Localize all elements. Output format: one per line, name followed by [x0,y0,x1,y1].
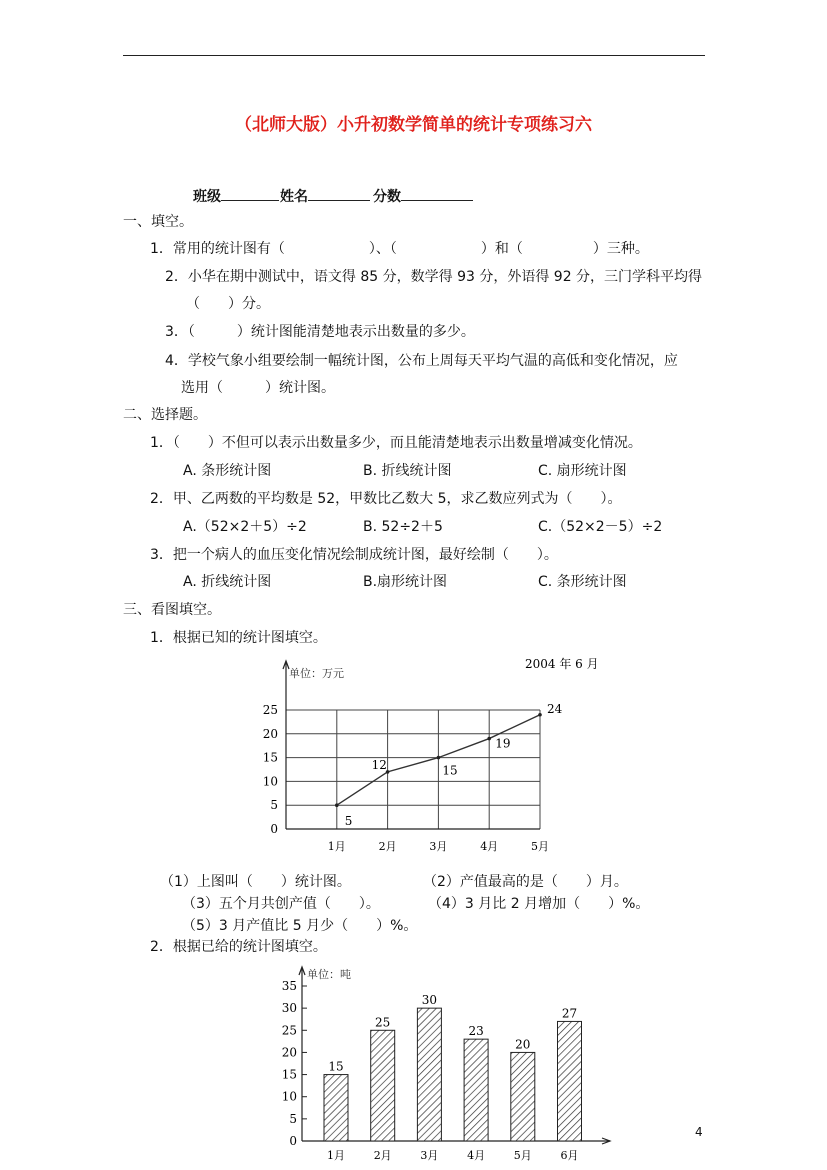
score-blank[interactable] [401,186,473,201]
section1-q2-line1: 2．小华在期中测试中，语文得 85 分，数学得 93 分，外语得 92 分，三门学科平均得 [165,269,703,285]
bar-chart-data-label-5: 27 [561,1006,578,1021]
line-chart-data-label-2: 15 [442,763,458,778]
class-field [193,186,279,206]
line-chart-xtick-3: 4月 [480,840,499,853]
section2-q2: 2．甲、乙两数的平均数是 52，甲数比乙数大 5，求乙数应列式为（ ）。 [150,491,622,507]
section3-q1-sub5: （5）3 月产值比 5 月少（ ）%。 [182,918,418,934]
section2-q3-option-a[interactable]: A. 折线统计图 [183,574,272,590]
section2-q1-option-a[interactable]: A. 条形统计图 [183,463,272,479]
section3-heading: 三、看图填空。 [123,602,221,618]
line-chart [255,655,615,860]
score-label: 分数 [373,189,401,205]
line-chart-ytick-1: 5 [270,798,278,813]
bar-chart-data-label-3: 23 [468,1024,484,1039]
bar-chart-ytick-3: 15 [281,1067,297,1082]
bar-chart-xtick-3: 4月 [467,1149,486,1162]
section2-q2-option-a[interactable]: A.（52×2＋5）÷2 [183,519,307,535]
header-rule [123,55,705,56]
line-chart-xtick-4: 5月 [531,840,549,853]
line-chart-ytick-0: 0 [270,822,278,836]
section1-q4-line2: 选用（ ）统计图。 [181,380,335,396]
line-chart-data-label-3: 19 [495,736,511,751]
section1-heading: 一、填空。 [123,214,193,230]
section2-q1-option-b[interactable]: B. 折线统计图 [363,463,452,479]
line-chart-ytick-2: 10 [262,774,278,789]
name-field [280,186,370,206]
line-chart-point-4 [538,713,542,717]
line-chart-xtick-1: 2月 [378,840,397,853]
section2-q3-option-b[interactable]: B.扇形统计图 [363,574,448,590]
name-blank[interactable] [308,186,370,201]
line-chart-data-label-1: 12 [371,757,387,772]
section3-q1: 1．根据已知的统计图填空。 [150,630,327,646]
line-chart-xtick-0: 1月 [327,840,346,853]
bar-chart-bar-2 [417,1008,441,1141]
bar-chart-xtick-2: 3月 [420,1149,439,1162]
section2-heading: 二、选择题。 [123,407,207,423]
page-number: 4 [695,1125,703,1139]
section3-q1-sub1: （1）上图叫（ ）统计图。 [160,874,351,890]
line-chart-unit-label: 单位：万元 [289,667,344,680]
bar-chart-bar-5 [558,1021,582,1141]
section3-q2: 2．根据已给的统计图填空。 [150,939,327,955]
bar-chart-data-label-1: 25 [375,1015,391,1030]
section1-q1: 1．常用的统计图有（ ）、（ ）和（ ）三种。 [150,241,649,257]
class-blank[interactable] [221,186,279,201]
bar-chart-bar-1 [371,1030,395,1141]
line-chart-data-label-4: 24 [547,701,563,716]
page-title: （北师大版）小升初数学简单的统计专项练习六 [235,115,592,135]
section1-q4-line1: 4．学校气象小组要绘制一幅统计图，公布上周每天平均气温的高低和变化情况，应 [165,353,678,369]
bar-chart-xtick-4: 5月 [513,1149,532,1162]
bar-chart-ytick-0: 0 [289,1134,297,1148]
bar-chart-data-label-0: 15 [328,1059,344,1074]
bar-chart-data-label-2: 30 [421,993,438,1008]
section2-q1-option-c[interactable]: C. 扇形统计图 [538,463,627,479]
line-chart-point-0 [335,803,339,807]
line-chart-xtick-2: 3月 [429,840,448,853]
section2-q1: 1．（ ）不但可以表示出数量多少，而且能清楚地表示出数量增减变化情况。 [150,435,642,451]
section3-q1-sub4: （4）3 月比 2 月增加（ ）%。 [428,896,650,912]
bar-chart-ytick-4: 20 [281,1045,297,1060]
section2-q3: 3．把一个病人的血压变化情况绘制成统计图，最好绘制（ ）。 [150,547,558,563]
class-label: 班级 [193,189,221,205]
bar-chart-xtick-0: 1月 [327,1149,345,1162]
bar-chart-bar-0 [324,1075,348,1141]
bar-chart-data-label-4: 20 [515,1037,531,1052]
bar-chart-ytick-7: 35 [281,979,297,993]
line-chart-point-2 [437,756,441,760]
bar-chart-xtick-5: 6月 [560,1149,579,1162]
section2-q3-option-c[interactable]: C. 条形统计图 [538,574,627,590]
bar-chart-bar-3 [464,1039,488,1141]
bar-chart-ytick-6: 30 [281,1001,297,1016]
section3-q1-sub2: （2）产值最高的是（ ）月。 [423,874,628,890]
line-chart-ytick-4: 20 [262,726,278,741]
bar-chart-bar-4 [511,1052,535,1141]
section1-q2-line2: （ ）分。 [186,296,270,312]
bar-chart [270,962,620,1167]
line-chart-title: 2004 年 6 月 [525,657,599,671]
section1-q3: 3．（ ）统计图能清楚地表示出数量的多少。 [165,324,475,340]
name-label: 姓名 [280,189,308,205]
line-chart-ytick-5: 25 [262,703,278,717]
bar-chart-xtick-1: 2月 [373,1149,392,1162]
section2-q2-option-c[interactable]: C.（52×2－5）÷2 [538,519,663,535]
bar-chart-ytick-2: 10 [281,1089,297,1104]
bar-chart-ytick-5: 25 [281,1023,297,1038]
line-chart-ytick-3: 15 [262,750,278,765]
score-field [373,186,473,206]
line-chart-point-3 [487,737,491,741]
line-chart-data-label-0: 5 [344,814,353,829]
section2-q2-option-b[interactable]: B. 52÷2＋5 [363,519,443,535]
bar-chart-ytick-1: 5 [289,1111,297,1126]
section3-q1-sub3: （3）五个月共创产值（ ）。 [182,896,380,912]
bar-chart-unit-label: 单位：吨 [307,968,351,981]
